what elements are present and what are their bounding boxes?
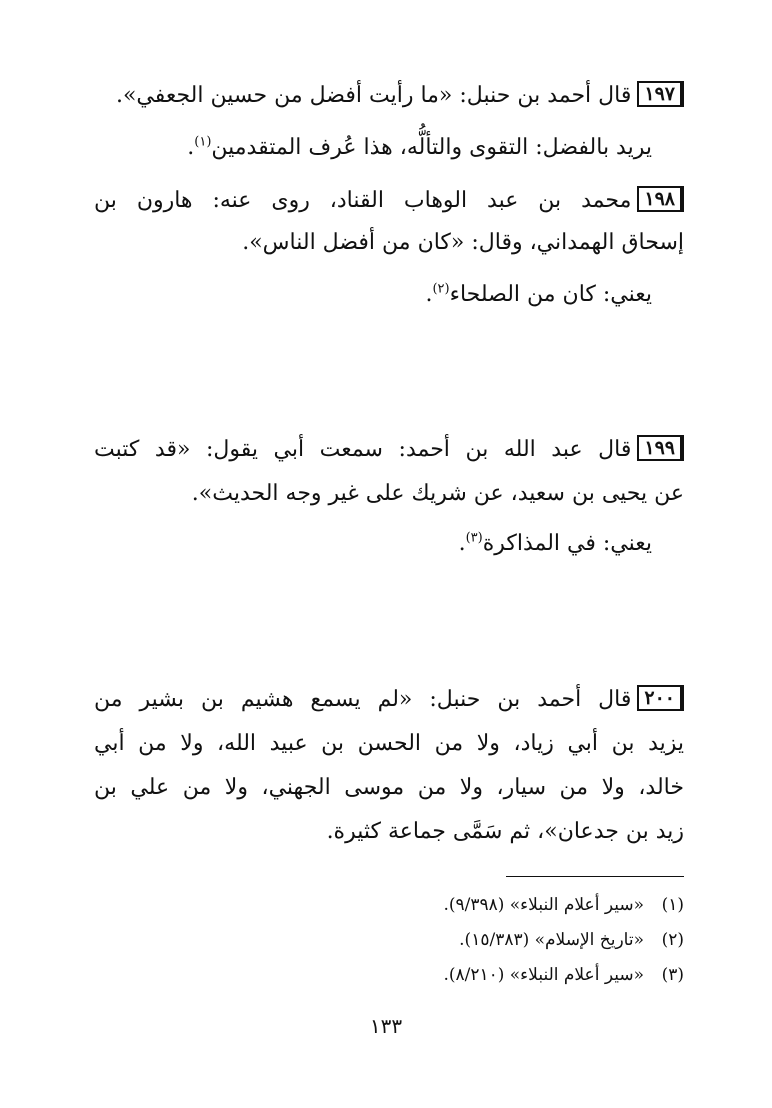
- entry-200-line-2: يزيد بن أبي زياد، ولا من الحسن بن عبيد الله، ولا من أبي: [94, 731, 684, 756]
- footnote-text: «سير أعلام النبلاء» (٨/٢١٠).: [443, 965, 644, 985]
- footnote-number: (٣): [661, 965, 684, 985]
- entry-197-note: [94, 130, 652, 166]
- footnote-ref: (١): [194, 134, 212, 150]
- entry-number-box: ٢٠٠: [637, 685, 684, 711]
- entry-number-box: ١٩٨: [637, 186, 684, 212]
- entry-198-line-2: إسحاق الهمداني، وقال: «كان من أفضل الناس».: [242, 230, 684, 255]
- entry-number-box: ١٩٩: [637, 435, 684, 461]
- entry-200-line-4: زيد بن جدعان»، ثم سَمَّى جماعة كثيرة.: [326, 819, 684, 844]
- entry-199-note: [94, 526, 652, 562]
- entry-text: قال عبد الله بن أحمد: سمعت أبي يقول: «قد كتبت: [94, 437, 632, 462]
- entry-200-line-1: [94, 682, 684, 718]
- footnote-1: [94, 890, 684, 920]
- footnote-ref: (٣): [465, 530, 483, 546]
- footnote-text: «سير أعلام النبلاء» (٩/٣٩٨).: [443, 895, 644, 915]
- footnote-3: [94, 960, 684, 990]
- footnote-ref: (٢): [432, 281, 450, 297]
- footnote-divider: [506, 876, 684, 877]
- entry-number-box: ١٩٧: [637, 81, 684, 107]
- entry-text: محمد بن عبد الوهاب القناد، روى عنه: هارون بن: [94, 188, 632, 213]
- entry-197: [94, 78, 684, 114]
- entry-198-note: [94, 277, 652, 313]
- entry-text: قال أحمد بن حنبل: «لم يسمع هشيم بن بشير من: [94, 687, 632, 712]
- page-number: ١٣٣: [369, 1014, 403, 1038]
- entry-200-line-3: خالد، ولا من سيار، ولا من موسى الجهني، ولا من علي بن: [94, 775, 684, 800]
- footnote-text: «تاريخ الإسلام» (١٥/٣٨٣).: [459, 930, 644, 950]
- note-text: يريد بالفضل: التقوى والتألُّه، هذا عُرف المتقدمين: [211, 135, 652, 160]
- entry-199-line-1: [94, 432, 684, 468]
- entry-text: قال أحمد بن حنبل: «ما رأيت أفضل من حسين الجعفي».: [115, 83, 632, 108]
- note-text: يعني: في المذاكرة: [482, 531, 652, 556]
- entry-199-line-2: عن يحيى بن سعيد، عن شريك على غير وجه الحديث».: [191, 481, 684, 506]
- footnote-number: (٢): [661, 930, 684, 950]
- note-end: .: [187, 135, 195, 160]
- entry-198-line-1: [94, 183, 684, 219]
- note-text: يعني: كان من الصلحاء: [449, 282, 652, 307]
- note-end: .: [425, 282, 433, 307]
- footnote-number: (١): [661, 895, 684, 915]
- note-end: .: [458, 531, 466, 556]
- footnote-2: [94, 925, 684, 955]
